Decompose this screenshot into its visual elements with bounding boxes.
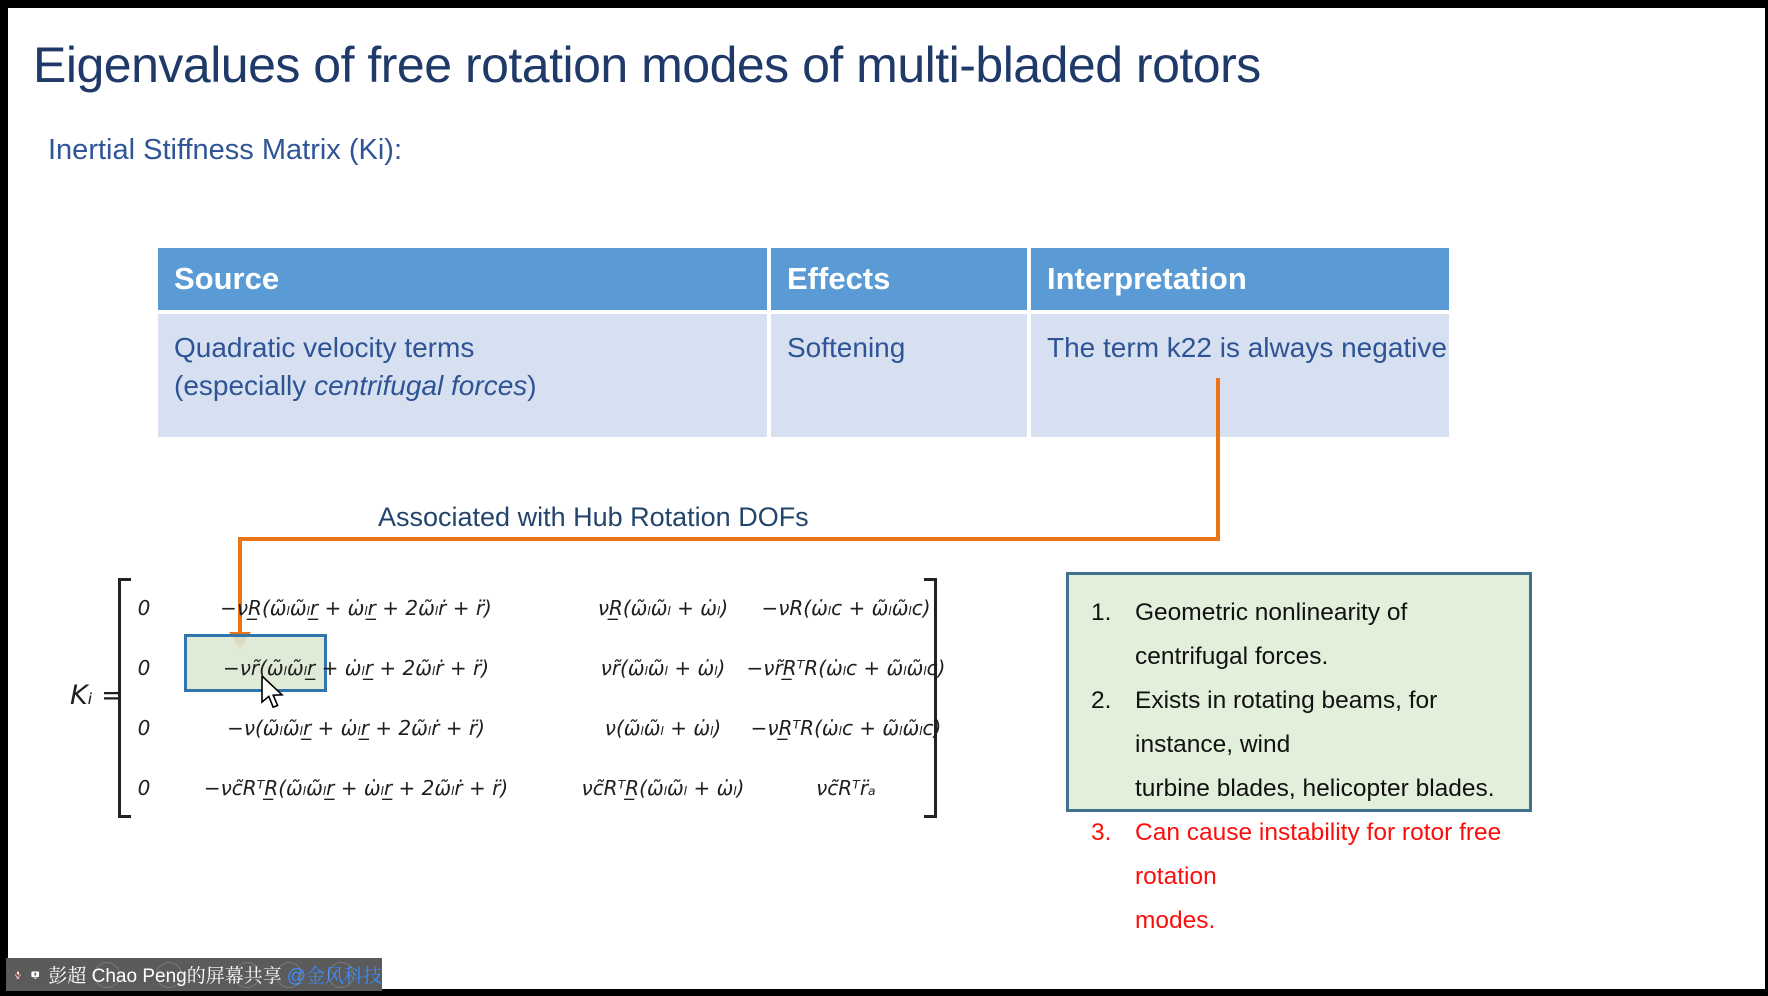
matrix-cell-r3c2: −ν(ω̃ₗω̃ₗr̲ + ω̇ₗr̲ + 2ω̃ₗṙ + r̈) xyxy=(227,716,485,740)
matrix-cell-r2c4: −νr̃R̲ᵀR(ω̇ₗc + ω̃ₗω̃ₗc) xyxy=(746,656,946,680)
matrix-cell-r1c4: −νR(ω̇ₗc + ω̃ₗω̃ₗc) xyxy=(761,596,931,620)
slide-subtitle: Inertial Stiffness Matrix (Ki): xyxy=(48,134,403,166)
slide-canvas xyxy=(8,8,1765,989)
ghost-control-circle xyxy=(94,962,120,988)
cell-effects xyxy=(771,314,1027,437)
note-2-number: 2. xyxy=(1091,687,1112,714)
matrix-cell-r1c3: νR̲(ω̃ₗω̃ₗ + ω̇ₗ) xyxy=(597,596,729,620)
matrix-cell-r1c2: −νR̲(ω̃ₗω̃ₗr̲ + ω̇ₗr̲ + 2ω̃ₗṙ + r̈) xyxy=(220,596,492,620)
hub-rotation-annotation: Associated with Hub Rotation DOFs xyxy=(378,502,809,532)
note-3-line1: Can cause instability for rotor free rotation xyxy=(1135,819,1502,890)
note-2-line1: Exists in rotating beams, for instance, wind xyxy=(1135,687,1438,758)
note-1-line1: Geometric nonlinearity of centrifugal forces. xyxy=(1135,599,1408,670)
matrix-cell-r3c4: −νR̲ᵀR(ω̇ₗc + ω̃ₗω̃ₗc) xyxy=(750,716,942,740)
matrix-cell-r4c1: 0 xyxy=(137,776,151,800)
table-header-effects: Effects xyxy=(771,248,1027,310)
source-line2-prefix: (especially xyxy=(174,370,315,401)
cell-source xyxy=(158,314,767,437)
screen-share-icon xyxy=(31,964,40,986)
matrix-lhs: Kᵢ = xyxy=(70,680,124,711)
matrix-cell-r2c1: 0 xyxy=(137,656,151,680)
matrix-cell-r3c1: 0 xyxy=(137,716,151,740)
connector-line-vertical-right xyxy=(1216,378,1220,541)
company-watermark: @金风科技 xyxy=(286,966,382,987)
interpretation-text: The term k22 is always negative xyxy=(1047,332,1447,363)
table-header-source: Source xyxy=(158,248,767,310)
ghost-control-circle xyxy=(234,962,260,988)
note-item-3 xyxy=(1091,811,1523,943)
mouse-cursor-icon xyxy=(260,676,286,710)
connector-line-horizontal xyxy=(238,537,1220,541)
note-2-line2: turbine blades, helicopter blades. xyxy=(1135,775,1495,802)
source-line1: Quadratic velocity terms xyxy=(174,332,475,363)
table-body-row xyxy=(158,314,1449,437)
note-item-1 xyxy=(1091,591,1523,679)
table-header-row xyxy=(158,248,1449,310)
matrix-cell-r4c3: νc̃RᵀR̲(ω̃ₗω̃ₗ + ω̇ₗ) xyxy=(581,776,745,800)
source-line2-italic: centrifugal forces xyxy=(314,370,528,401)
ghost-control-circle xyxy=(276,962,302,988)
share-bar-label: 彭超 Chao Peng的屏幕共享 xyxy=(48,966,282,987)
note-1-number: 1. xyxy=(1091,599,1112,626)
cell-interpretation xyxy=(1031,314,1449,437)
notes-box xyxy=(1066,572,1532,934)
screen-share-bar[interactable] xyxy=(6,958,382,991)
table-header-interpretation: Interpretation xyxy=(1031,248,1449,310)
note-3-number: 3. xyxy=(1091,819,1112,846)
ghost-control-circle xyxy=(156,962,182,988)
microphone-muted-icon xyxy=(14,963,22,987)
source-line2-suffix: ) xyxy=(527,370,537,401)
ghost-control-circle xyxy=(328,962,354,988)
matrix-grid xyxy=(134,578,946,818)
effects-text: Softening xyxy=(787,332,906,363)
note-3-line2: modes. xyxy=(1135,907,1216,934)
note-item-2 xyxy=(1091,679,1523,811)
stiffness-table xyxy=(158,248,1449,437)
matrix-cell-r4c2: −νc̃RᵀR̲(ω̃ₗω̃ₗr̲ + ω̇ₗr̲ + 2ω̃ₗṙ + r̈) xyxy=(203,776,509,800)
matrix-bracket-left xyxy=(118,578,131,818)
matrix-cell-r2c3: νr̃(ω̃ₗω̃ₗ + ω̇ₗ) xyxy=(600,656,726,680)
matrix-cell-r2c2: −νr̃(ω̃ₗω̃ₗr̲ + ω̇ₗr̲ + 2ω̃ₗṙ + r̈) xyxy=(222,656,490,680)
matrix-cell-r3c3: ν(ω̃ₗω̃ₗ + ω̇ₗ) xyxy=(604,716,722,740)
matrix-cell-r1c1: 0 xyxy=(137,596,151,620)
slide-title: Eigenvalues of free rotation modes of multi-bladed rotors xyxy=(33,37,1261,93)
matrix-cell-r4c4: νc̃Rᵀr̈ₐ xyxy=(816,776,876,800)
